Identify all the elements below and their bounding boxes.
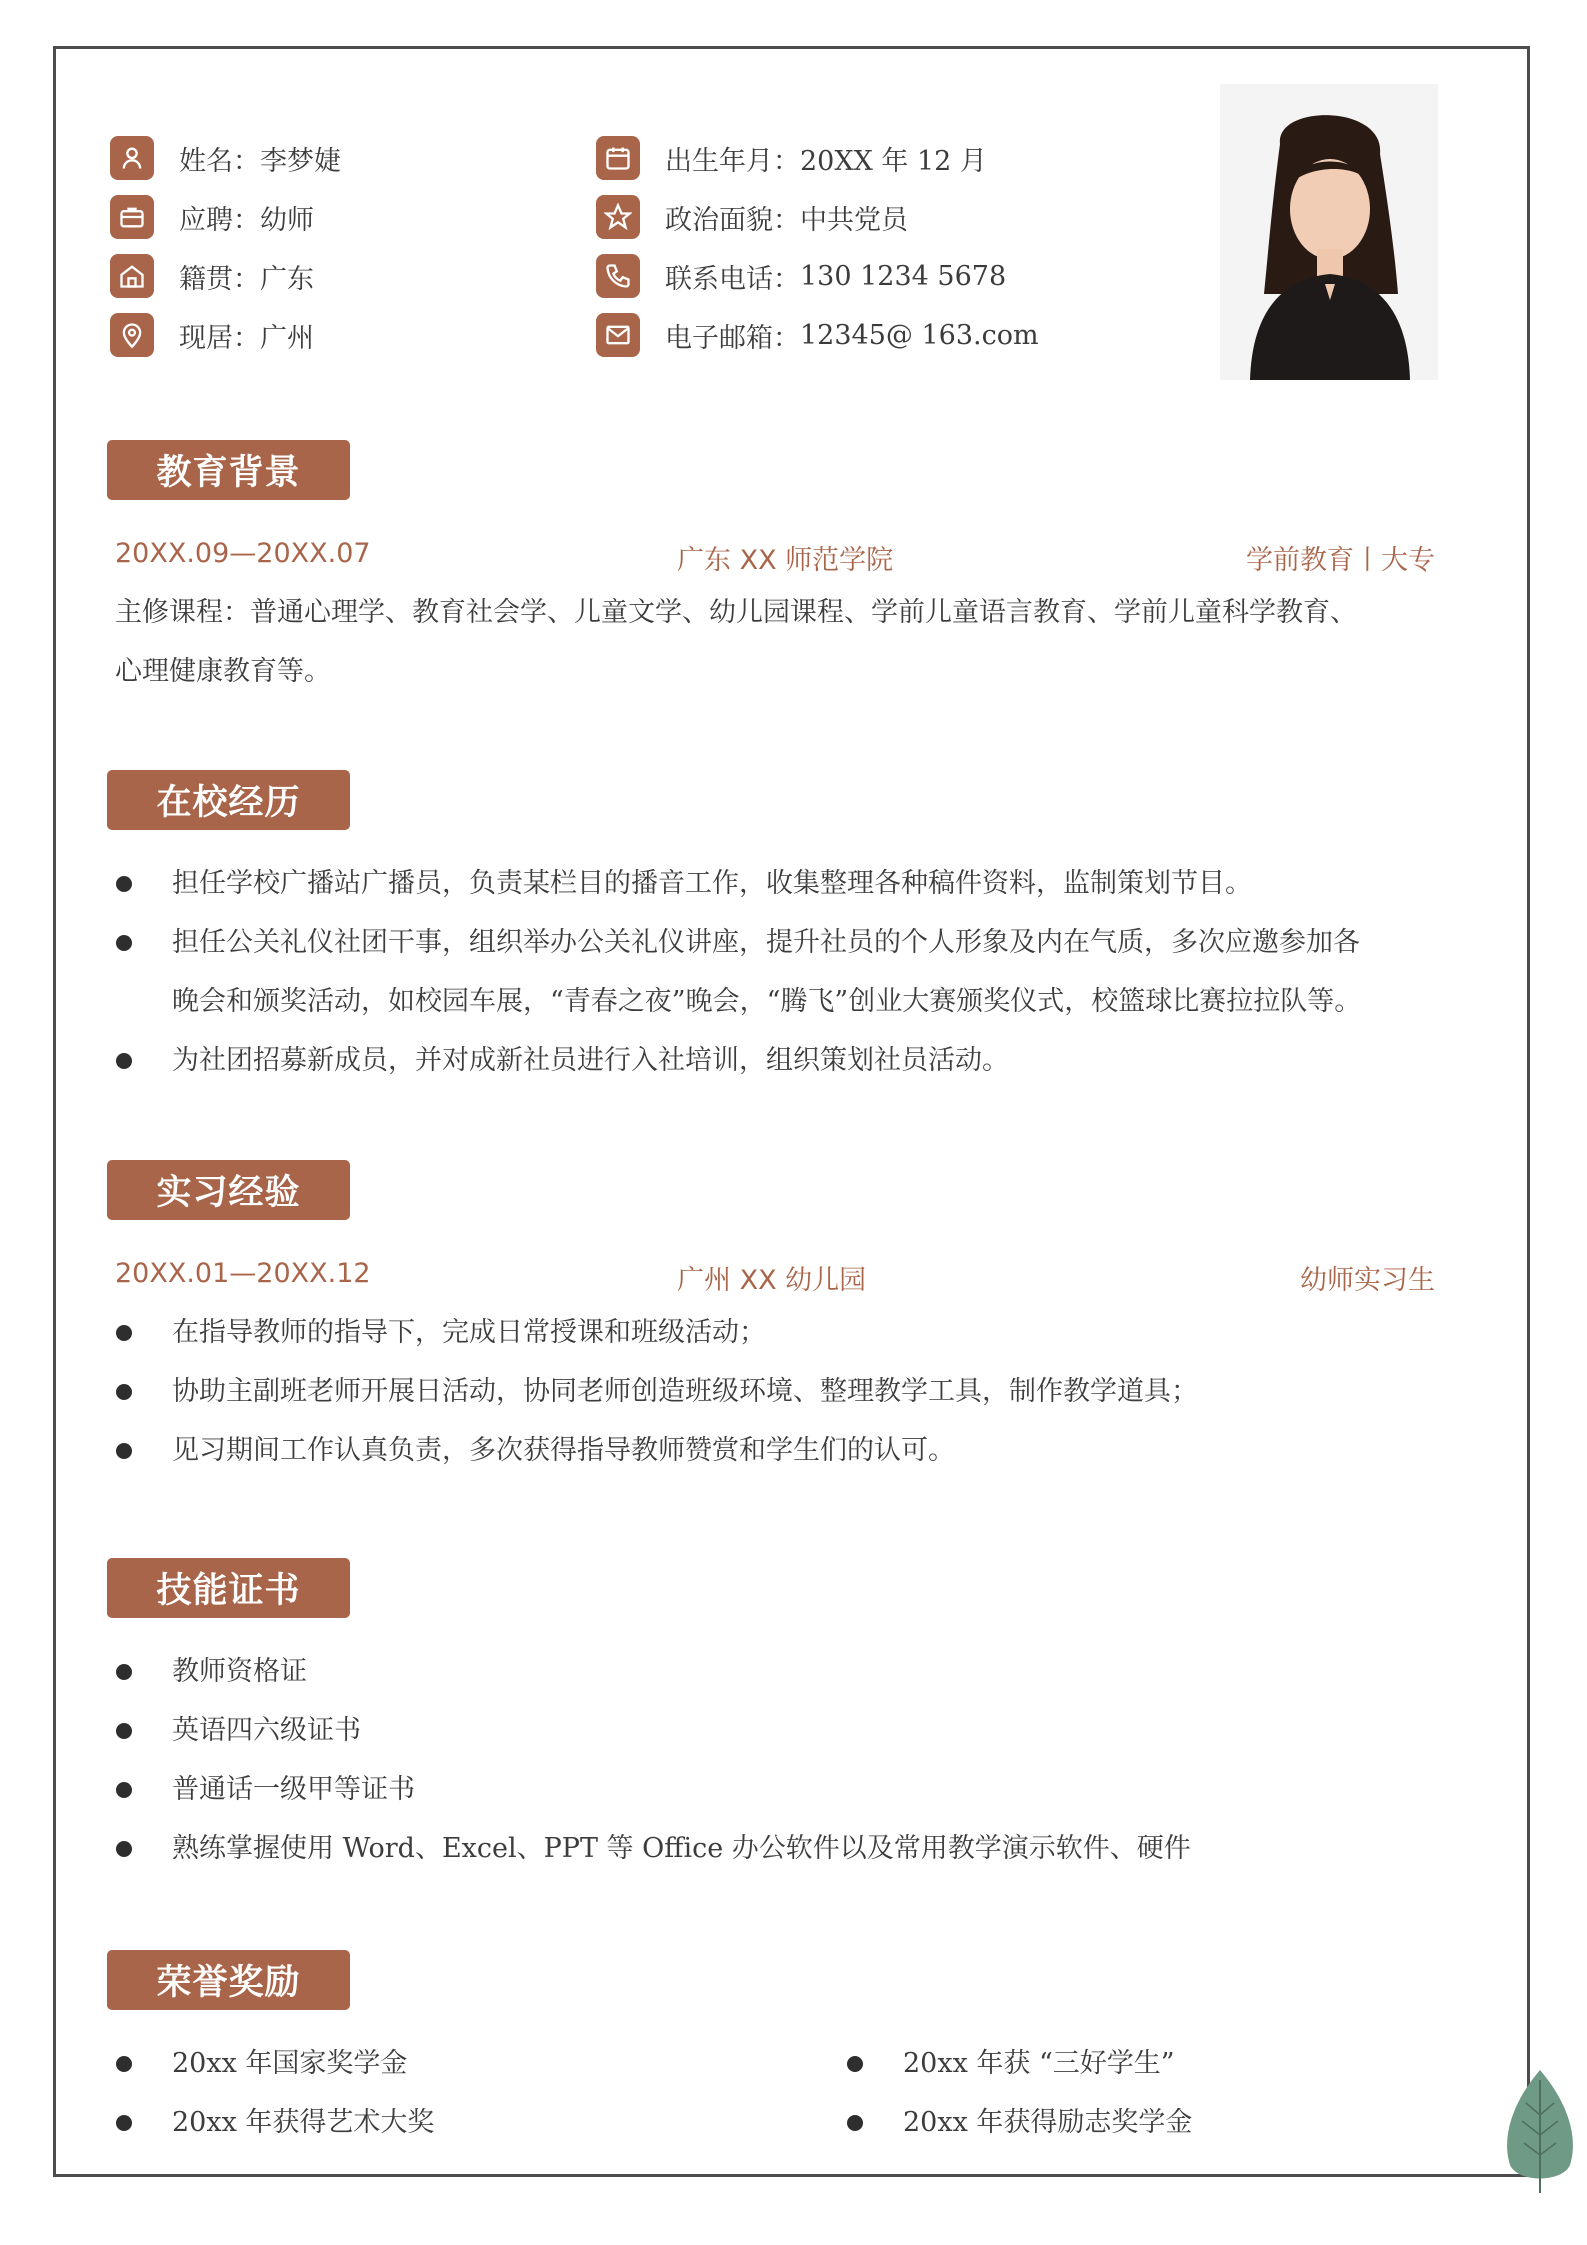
email-value: 12345@ 163.com: [800, 319, 1039, 351]
phone-label: 联系电话：: [665, 263, 800, 295]
briefcase-icon: [110, 195, 154, 239]
star-icon: [596, 195, 640, 239]
honor-item: 20xx 年获得励志奖学金: [903, 2093, 1192, 2152]
hometown-row: [110, 254, 314, 298]
campus-item: 为社团招募新成员，并对成新社员进行入社培训，组织策划社员活动。: [172, 1031, 1009, 1090]
education-school: 广东 XX 师范学院: [677, 545, 894, 576]
location-pin-icon: [110, 313, 154, 357]
skill-item: 熟练掌握使用 Word、Excel、PPT 等 Office 办公软件以及常用教学演示软件、硬件: [172, 1819, 1191, 1878]
residence-value: 广州: [260, 322, 314, 354]
residence-label: 现居：: [179, 322, 260, 354]
section-title-education: 教育背景: [107, 440, 350, 500]
calendar-icon: [596, 136, 640, 180]
internship-item: 协助主副班老师开展日活动，协同老师创造班级环境、整理教学工具，制作教学道具；: [172, 1362, 1198, 1421]
user-icon: [110, 136, 154, 180]
honor-item: 20xx 年获得艺术大奖: [172, 2093, 434, 2152]
education-courses-line1: 主修课程：普通心理学、教育社会学、儿童文学、幼儿园课程、学前儿童语言教育、学前儿童科学教育、: [115, 597, 1357, 628]
mail-icon: [596, 313, 640, 357]
skill-item: 普通话一级甲等证书: [172, 1760, 415, 1819]
email-label: 电子邮箱：: [665, 322, 800, 354]
skill-item: 英语四六级证书: [172, 1701, 361, 1760]
education-major: 学前教育丨大专: [1246, 545, 1435, 576]
name-value: 李梦婕: [260, 145, 341, 177]
section-title-internship: 实习经验: [107, 1160, 350, 1220]
section-title-campus: 在校经历: [107, 770, 350, 830]
internship-role: 幼师实习生: [1300, 1265, 1435, 1296]
honor-item: 20xx 年国家奖学金: [172, 2034, 407, 2093]
residence-row: [110, 313, 314, 357]
home-icon: [110, 254, 154, 298]
profile-photo: [1220, 84, 1438, 380]
email-row: [596, 313, 1039, 357]
phone-row: [596, 254, 1006, 298]
name-label: 姓名：: [179, 145, 260, 177]
political-label: 政治面貌：: [665, 204, 800, 236]
section-title-honors: 荣誉奖励: [107, 1950, 350, 2010]
position-value: 幼师: [260, 204, 314, 236]
internship-meta-row: [115, 1258, 1435, 1298]
birth-row: [596, 136, 987, 180]
phone-value: 130 1234 5678: [800, 260, 1007, 292]
section-title-skills: 技能证书: [107, 1558, 350, 1618]
political-value: 中共党员: [800, 204, 908, 236]
skill-item: 教师资格证: [172, 1642, 307, 1701]
education-meta-row: [115, 538, 1435, 578]
leaf-decoration-icon: [1500, 2065, 1580, 2195]
birth-value: 20XX 年 12 月: [800, 145, 987, 177]
education-courses: [115, 583, 1465, 701]
hometown-label: 籍贯：: [179, 263, 260, 295]
political-row: [596, 195, 908, 239]
phone-icon: [596, 254, 640, 298]
internship-item: 见习期间工作认真负责，多次获得指导教师赞赏和学生们的认可。: [172, 1421, 955, 1480]
honor-item: 20xx 年获 “三好学生”: [903, 2034, 1175, 2093]
hometown-value: 广东: [260, 263, 314, 295]
internship-date: 20XX.01—20XX.12: [115, 1258, 371, 1289]
campus-item-continuation: 晚会和颁奖活动，如校园车展，“青春之夜”晚会，“腾飞”创业大赛颁奖仪式，校篮球比赛拉拉队等。: [172, 986, 1362, 1017]
name-row: [110, 136, 341, 180]
position-row: [110, 195, 314, 239]
campus-item: 担任学校广播站广播员，负责某栏目的播音工作，收集整理各种稿件资料，监制策划节目。: [172, 854, 1252, 913]
birth-label: 出生年月：: [665, 145, 800, 177]
campus-item: 担任公关礼仪社团干事，组织举办公关礼仪讲座，提升社员的个人形象及内在气质，多次应邀参加各: [172, 913, 1360, 972]
internship-item: 在指导教师的指导下，完成日常授课和班级活动；: [172, 1303, 766, 1362]
position-label: 应聘：: [179, 204, 260, 236]
internship-org: 广州 XX 幼儿园: [677, 1265, 867, 1296]
education-courses-line2: 心理健康教育等。: [115, 656, 331, 687]
education-date: 20XX.09—20XX.07: [115, 538, 371, 569]
